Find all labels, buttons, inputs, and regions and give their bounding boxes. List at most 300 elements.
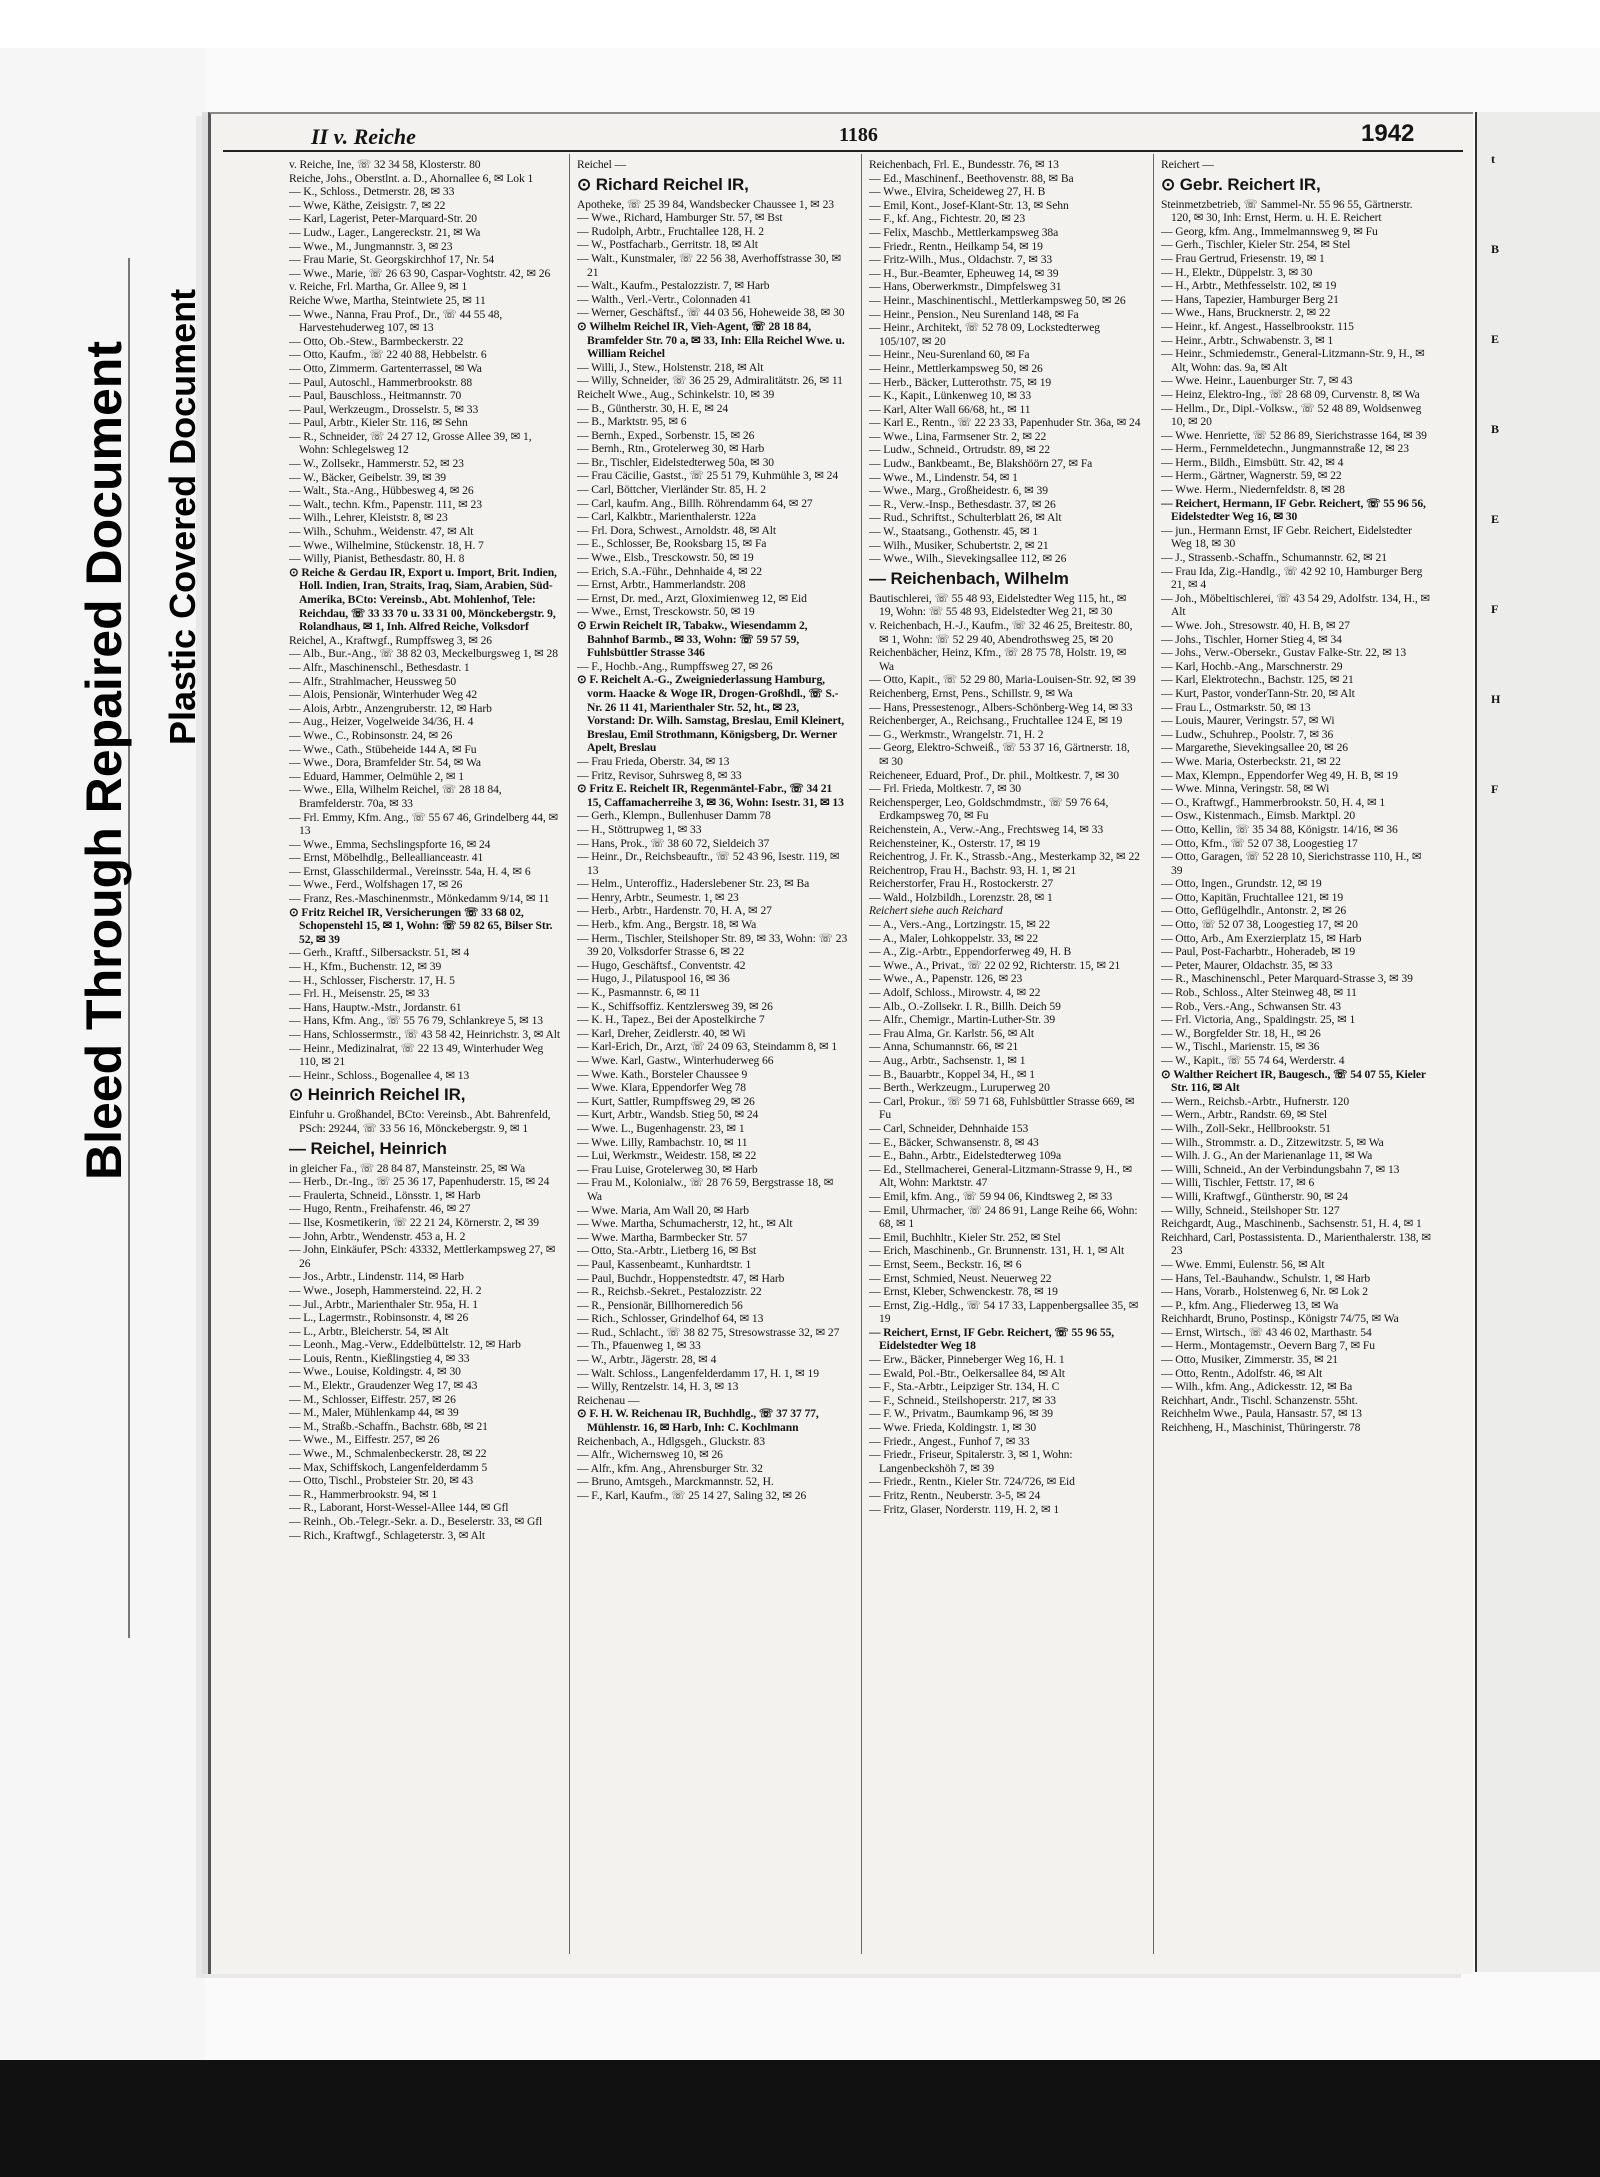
directory-entry: — Aug., Heizer, Vogelweide 34/36, H. 4 <box>289 715 474 729</box>
directory-entry: Reichert siehe auch Reichard <box>869 904 1003 918</box>
directory-entry: — E., Schlosser, Be, Rooksbarg 15, ✉ Fa <box>577 537 767 551</box>
directory-entry: — Paul, Post-Facharbtr., Hoheradeb, ✉ 19 <box>1161 945 1356 959</box>
directory-entry: — F. W., Privatm., Baumkamp 96, ✉ 39 <box>869 1407 1053 1421</box>
bleed-through-label: Bleed Through <box>76 827 132 1180</box>
page-header <box>211 120 1473 150</box>
directory-entry: — Otto, Zimmerm. Gartenterrassel, ✉ Wa <box>289 361 482 375</box>
directory-entry: — Wwe., A., Papenstr. 126, ✉ 23 <box>869 972 1023 986</box>
directory-entry: Reichhardt, Bruno, Postinsp., Königstr 74/75, ✉ Wa <box>1161 1312 1399 1326</box>
directory-entry: — M., Schlosser, Eiffestr. 257, ✉ 26 <box>289 1392 456 1406</box>
directory-entry: — Wwe. Henriette, ☏ 52 86 89, Sierichstrasse 164, ✉ 39 <box>1161 428 1427 442</box>
directory-entry: — H., Schlosser, Fischerstr. 17, H. 5 <box>289 973 455 987</box>
directory-entry: — Herm., Bildh., Eimsbütt. Str. 42, ✉ 4 <box>1161 455 1344 469</box>
directory-entry: — Wwe. Maria, Am Wall 20, ✉ Harb <box>577 1203 749 1217</box>
directory-entry: — Wwe. Martha, Schumacherstr, 12, ht., ✉ Alt <box>577 1217 793 1231</box>
directory-entry: — Wern., Arbtr., Randstr. 69, ✉ Stel <box>1161 1108 1327 1122</box>
directory-entry: — W., Arbtr., Jägerstr. 28, ✉ 4 <box>577 1353 717 1367</box>
directory-entry: — Wern., Reichsb.-Arbtr., Hufnerstr. 120 <box>1161 1094 1350 1108</box>
directory-entry: — R., Schneider, ☏ 24 27 12, Grosse Allee 39, ✉ 1, Wohn: Schlegelsweg 12 <box>289 429 532 457</box>
directory-entry: — Willi, Kraftwgf., Güntherstr. 90, ✉ 24 <box>1161 1189 1348 1203</box>
directory-entry: — W., Borgfelder Str. 18, H., ✉ 26 <box>1161 1026 1321 1040</box>
directory-entry: — Wwe., Nanna, Frau Prof., Dr., ☏ 44 55 48, Harvestehuderweg 107, ✉ 13 <box>289 307 503 335</box>
directory-entry: Reichenberger, A., Reichsang., Fruchtallee 124 E, ✉ 19 <box>869 714 1123 728</box>
directory-entry: — Wwe., Ernst, Tresckowstr. 50, ✉ 19 <box>577 605 755 619</box>
directory-entry: Reiche Wwe, Martha, Steintwiete 25, ✉ 11 <box>289 293 486 307</box>
directory-entry: — Hugo, Rentn., Freihafenstr. 46, ✉ 27 <box>289 1202 471 1216</box>
running-head: II v. Reiche <box>311 124 416 149</box>
directory-entry: — Frau M., Kolonialw., ☏ 28 76 59, Bergstrasse 18, ✉ Wa <box>577 1176 834 1203</box>
directory-entry: v. Reichenbach, H.-J., Kaufm., ☏ 32 46 25, Breitestr. 80, ✉ 1, Wohn: ☏ 52 29 40, Abendrothsweg 25, ✉ 20 <box>869 619 1133 646</box>
directory-entry: — Wald., Holzbildh., Lorenzstr. 28, ✉ 1 <box>869 890 1053 904</box>
directory-entry: Reichensteiner, K., Osterstr. 17, ✉ 19 <box>869 836 1040 850</box>
directory-entry: Reichgardt, Aug., Maschinenb., Sachsenstr. 51, H. 4, ✉ 1 <box>1161 1217 1422 1231</box>
directory-entry: — Otto, Ob.-Stew., Barmbeckerstr. 22 <box>289 334 464 348</box>
directory-entry: Reichenbach, A., Hdlgsgeh., Gluckstr. 83 <box>577 1434 765 1448</box>
directory-entry: — Ernst, Kleber, Schwenckestr. 78, ✉ 19 <box>869 1285 1058 1299</box>
directory-entry: — Walt., Kunstmaler, ☏ 22 56 38, Averhoffstrasse 30, ✉ 21 <box>577 251 842 279</box>
directory-entry: — Heinr., Medizinalrat, ☏ 22 13 49, Winterhuder Weg 110, ✉ 21 <box>289 1041 544 1069</box>
directory-entry: — Otto, Kapitän, Fruchtallee 121, ✉ 19 <box>1161 890 1344 904</box>
directory-entry: — Wwe., M., Jungmannstr. 3, ✉ 23 <box>289 239 453 253</box>
directory-entry: — Otto, Garagen, ☏ 52 28 10, Sierichstrasse 110, H., ✉ 39 <box>1161 850 1422 877</box>
directory-entry: — Georg, Elektro-Schweiß., ☏ 53 37 16, Gärtnerstr. 18, ✉ 30 <box>869 741 1130 768</box>
directory-entry: — H., Stöttrupweg 1, ✉ 33 <box>577 822 702 836</box>
directory-entry: — Wwe., Cath., Stübeheide 144 A, ✉ Fu <box>289 742 477 756</box>
directory-entry: — Willy, Schneid., Steilshoper Str. 127 <box>1161 1203 1340 1217</box>
directory-entry: Reichenbach, Frl. E., Bundesstr. 76, ✉ 13 <box>869 158 1059 171</box>
directory-entry: — Wwe., Hans, Brucknerstr. 2, ✉ 22 <box>1161 306 1331 320</box>
directory-entry: — Alb., O.-Zollsekr. I. R., Billh. Deich 59 <box>869 999 1061 1013</box>
directory-entry: — Heinr., Arbtr., Schwabenstr. 3, ✉ 1 <box>1161 333 1334 347</box>
entry-heading: — Reichel, Heinrich <box>289 1138 447 1158</box>
entry-heading: ⊙ Gebr. Reichert IR, <box>1161 174 1321 194</box>
directory-entry: — Kurt, Sattler, Rumpffsweg 29, ✉ 26 <box>577 1094 755 1108</box>
directory-entry: Reichenstein, A., Verw.-Ang., Frechtsweg 14, ✉ 33 <box>869 822 1104 836</box>
directory-entry: — E., Bahn., Arbtr., Eidelstedterweg 109a <box>869 1149 1061 1163</box>
directory-entry: — Wwe. Klara, Eppendorfer Weg 78 <box>577 1081 746 1095</box>
directory-entry: — Herm., Tischler, Steilshoper Str. 89, ✉ 33, Wohn: ☏ 23 39 20, Volksdorfer Strasse 6, ✉ 22 <box>577 931 848 959</box>
directory-entry: — Fritz-Wilh., Mus., Oldachstr. 7, ✉ 33 <box>869 253 1053 267</box>
entry-heading: — Reichenbach, Wilhelm <box>869 568 1069 588</box>
directory-entry: Bautischlerei, ☏ 55 48 93, Eidelstedter Weg 115, ht., ✉ 19, Wohn: ☏ 55 48 93, Eidelstedter Weg 21, ✉ 30 <box>869 591 1127 619</box>
directory-entry: ⊙ Walther Reichert IR, Baugesch., ☏ 54 07 55, Kieler Str. 116, ✉ Alt <box>1161 1067 1426 1095</box>
directory-entry: — A., Maler, Lohkoppelstr. 33, ✉ 22 <box>869 931 1039 945</box>
directory-entry: — Herm., Montagemstr., Oevern Barg 7, ✉ Fu <box>1161 1339 1375 1353</box>
directory-entry: — Paul, Buchdr., Hoppenstedtstr. 47, ✉ Harb <box>577 1271 785 1285</box>
edge-letter: t <box>1491 152 1495 166</box>
directory-entry: — Heinr., Maschinentischl., Mettlerkampsweg 50, ✉ 26 <box>869 293 1126 307</box>
directory-entry: Steinmetzbetrieb, ☏ Sammel-Nr. 55 96 55, Gärtnerstr. 120, ✉ 30, Inh: Ernst, Herm. u. H. E. Reichert <box>1161 197 1413 225</box>
directory-entry: — Ed., Stellmacherei, General-Litzmann-Strasse 9, H., ✉ Alt, Wohn: Marktstr. 47 <box>869 1162 1133 1190</box>
directory-entry: — Otto, Arb., Am Exerzierplatz 15, ✉ Harb <box>1161 931 1362 945</box>
directory-entry: — Karl, Lagerist, Peter-Marquard-Str. 20 <box>289 212 477 226</box>
edge-letter: E <box>1491 512 1500 526</box>
directory-entry: — Hans, Pressestenogr., Albers-Schönberg-Weg 14, ✉ 33 <box>869 700 1133 714</box>
directory-entry: — E., Bäcker, Schwansenstr. 8, ✉ 43 <box>869 1135 1039 1149</box>
directory-entry: — Carl, kaufm. Ang., Billh. Röhrendamm 64, ✉ 27 <box>577 496 813 510</box>
directory-entry: — Kurt, Pastor, vonderTann-Str. 20, ✉ Alt <box>1161 686 1355 700</box>
directory-entry: — Wilh. J. G., An der Marienanlage 11, ✉ Wa <box>1161 1149 1373 1163</box>
directory-entry: — Anna, Schumannstr. 66, ✉ 21 <box>869 1040 1019 1054</box>
directory-entry: — Ernst, Schmied, Neust. Neuerweg 22 <box>869 1271 1052 1285</box>
directory-entry: — A., Zig.-Arbtr., Eppendorferweg 49, H. B <box>869 945 1072 959</box>
edge-letter: B <box>1491 422 1500 436</box>
directory-entry: — Otto, Kellin, ☏ 35 34 88, Königstr. 14/16, ✉ 36 <box>1161 822 1398 836</box>
directory-entry: — Wilh., Lehrer, Kleiststr. 8, ✉ 23 <box>289 511 448 525</box>
edge-letter: F <box>1491 782 1499 796</box>
directory-entry: — Erich, Maschinenb., Gr. Brunnenstr. 131, H. 1, ✉ Alt <box>869 1244 1125 1258</box>
directory-entry: Reiche, Johs., Oberstlnt. a. D., Ahornallee 6, ✉ Lok 1 <box>289 171 534 185</box>
directory-entry: — Walt. Schloss., Langenfelderdamm 17, H. 1, ✉ 19 <box>577 1366 819 1380</box>
directory-entry: — Gerh., Kraftf., Silbersackstr. 51, ✉ 4 <box>289 946 470 960</box>
directory-entry: — F., Karl, Kaufm., ☏ 25 14 27, Saling 32, ✉ 26 <box>577 1489 807 1502</box>
directory-entry: — Wwe., Wilhelmine, Stückenstr. 18, H. 7 <box>289 538 484 552</box>
directory-entry: — O., Kraftwgf., Hammerbrookstr. 50, H. 4, ✉ 1 <box>1161 795 1386 809</box>
directory-entry: — Wwe., C., Robinsonstr. 24, ✉ 26 <box>289 728 453 742</box>
directory-entry: — Heinr., Schmiedemstr., General-Litzmann-Str. 9, H., ✉ Alt, Wohn: das. 9a, ✉ Alt <box>1161 347 1425 374</box>
directory-entry: — L., Arbtr., Bleicherstr. 54, ✉ Alt <box>289 1324 449 1338</box>
directory-page <box>208 112 1473 1974</box>
directory-entry: — Wilh., kfm. Ang., Adickesstr. 12, ✉ Ba <box>1161 1380 1353 1394</box>
directory-entry: — Frau Alma, Gr. Karlstr. 56, ✉ Alt <box>869 1026 1034 1040</box>
directory-entry: — Wwe. Minna, Veringstr. 58, ✉ Wi <box>1161 782 1330 796</box>
directory-entry: — Wwe. Lilly, Rambachstr. 10, ✉ 11 <box>577 1135 748 1149</box>
directory-entry: — W., Postfacharb., Gerritstr. 18, ✉ Alt <box>577 238 758 252</box>
directory-entry: — Bruno, Amtsgeh., Marckmannstr. 52, H. <box>577 1475 774 1489</box>
edge-letter: E <box>1491 332 1500 346</box>
entry-heading: ⊙ Richard Reichel IR, <box>577 174 749 194</box>
directory-entry: — Alfr., Strahlmacher, Heussweg 50 <box>289 674 457 688</box>
directory-entry: — Alfr., kfm. Ang., Ahrensburger Str. 32 <box>577 1461 763 1475</box>
directory-entry: — Wwe. Maria, Osterbeckstr. 21, ✉ 22 <box>1161 754 1341 768</box>
directory-entry: — F., Sta.-Arbtr., Leipziger Str. 134, H. C <box>869 1380 1060 1394</box>
directory-entry: — Willy, Rentzelstr. 14, H. 3, ✉ 13 <box>577 1380 739 1394</box>
directory-entry: — Paul, Werkzeugm., Drosselstr. 5, ✉ 33 <box>289 402 479 416</box>
directory-entry: — Eduard, Hammer, Oelmühle 2, ✉ 1 <box>289 769 464 783</box>
directory-entry: — Frau L., Ostmarkstr. 50, ✉ 13 <box>1161 700 1311 714</box>
directory-entry: — Hugo, J., Pilatuspool 16, ✉ 36 <box>577 972 730 986</box>
directory-entry: — Ernst, Glasschildermal., Vereinsstr. 54a, H. 4, ✉ 6 <box>289 864 531 878</box>
directory-entry: — Karl E., Rentn., ☏ 22 23 33, Papenhuder Str. 36a, ✉ 24 <box>869 416 1141 430</box>
directory-entry: — Kurt, Arbtr., Wandsb. Stieg 50, ✉ 24 <box>577 1108 759 1122</box>
directory-entry: — K. H., Tapez., Bei der Apostelkirche 7 <box>577 1013 765 1027</box>
directory-entry: — Fraulerta, Schneid., Lönsstr. 1, ✉ Harb <box>289 1188 481 1202</box>
scan-top-margin <box>0 0 1600 48</box>
directory-entry: — Jul., Arbtr., Marienthaler Str. 95a, H. 1 <box>289 1297 478 1311</box>
directory-entry: — Otto, Kfm., ☏ 52 07 38, Loogestieg 17 <box>1161 836 1358 850</box>
directory-entry: — W., Staatsang., Gothenstr. 45, ✉ 1 <box>869 525 1039 539</box>
directory-entry: — Wilh., Zoll-Sekr., Hellbrookstr. 51 <box>1161 1121 1331 1135</box>
directory-entry: — F., Schneid., Steilshoperstr. 217, ✉ 33 <box>869 1393 1056 1407</box>
directory-entry: — Wwe. Kath., Borsteler Chaussee 9 <box>577 1067 748 1081</box>
directory-entry: Reichert — <box>1161 158 1214 171</box>
directory-entry: Reicheneer, Eduard, Prof., Dr. phil., Moltkestr. 7, ✉ 30 <box>869 768 1119 782</box>
directory-entry: — Karl, Elektrotechn., Bachstr. 125, ✉ 21 <box>1161 673 1354 687</box>
directory-entry: — Heinr., Pension., Neu Surenland 148, ✉ Fa <box>869 307 1079 321</box>
directory-entry: Reichensperger, Leo, Goldschmdmstr., ☏ 59 76 64, Erdkampsweg 70, ✉ Fu <box>869 795 1109 823</box>
directory-entry: — Heinz, Elektro-Ing., ☏ 28 68 09, Curvenstr. 8, ✉ Wa <box>1161 387 1420 401</box>
directory-entry: — H., Kfm., Buchenstr. 12, ✉ 39 <box>289 960 442 974</box>
directory-entry: — Reichert, Ernst, IF Gebr. Reichert, ☏ 55 96 55, Eidelstedter Weg 18 <box>869 1325 1115 1353</box>
directory-entry: — Ernst, Dr. med., Arzt, Gloximienweg 12, ✉ Eid <box>577 591 807 605</box>
directory-entry: — Wwe., M., Schmalenbeckerstr. 28, ✉ 22 <box>289 1447 487 1461</box>
directory-entry: — Wwe., M., Eiffestr. 257, ✉ 26 <box>289 1433 440 1447</box>
directory-entry: — Karl, Dreher, Zeidlerstr. 40, ✉ Wi <box>577 1026 746 1040</box>
directory-entry: — Frl. Dora, Schwest., Arnoldstr. 48, ✉ Alt <box>577 523 776 537</box>
directory-entry: — Hans, Prok., ☏ 38 60 72, Sieldeich 37 <box>577 836 770 850</box>
directory-entry: Reichhelm Wwe., Paula, Hansastr. 57, ✉ 13 <box>1161 1407 1362 1421</box>
directory-entry: — Fritz, Glaser, Norderstr. 119, H. 2, ✉ 1 <box>869 1502 1060 1516</box>
column-4 <box>1161 158 1433 1958</box>
directory-entry: — Wwe., Marg., Großheidestr. 6, ✉ 39 <box>869 484 1048 498</box>
directory-entry: — Walt., Kaufm., Pestalozzistr. 7, ✉ Harb <box>577 279 770 293</box>
directory-entry: Einfuhr u. Großhandel, BCto: Vereinsb., Abt. Bahrenfeld, PSch: 29244, ☏ 33 56 16, Mönckebergstr. 9, ✉ 1 <box>289 1108 551 1135</box>
directory-entry: Reichentrop, Frau H., Bachstr. 93, H. 1, ✉ 21 <box>869 863 1077 877</box>
column-divider <box>1153 154 1154 1954</box>
directory-entry: — Wwe, Käthe, Zeisigstr. 7, ✉ 22 <box>289 198 446 212</box>
directory-entry: — Wwe., Elvira, Scheideweg 27, H. B <box>869 185 1046 199</box>
directory-entry: — Hans, Vorarb., Holstenweg 6, Nr. ✉ Lok 2 <box>1161 1285 1368 1299</box>
bleed-through-repaired-stamp <box>75 341 133 1180</box>
column-divider <box>569 154 570 1954</box>
directory-entry: ⊙ Erwin Reichelt IR, Tabakw., Wiesendamm 2, Bahnhof Barmb., ✉ 33, Wohn: ☏ 59 57 59, Fuhlsbüttler Strasse 346 <box>577 619 808 660</box>
directory-entry: — Frau Frieda, Oberstr. 34, ✉ 13 <box>577 754 730 768</box>
directory-entry: — M., Straßb.-Schaffn., Bachstr. 68b, ✉ 21 <box>289 1419 488 1433</box>
directory-entry: — Otto, ☏ 52 07 38, Loogestieg 17, ✉ 20 <box>1161 918 1358 932</box>
directory-entry: — Carl, Böttcher, Vierländer Str. 85, H. 2 <box>577 483 766 497</box>
directory-entry: — Otto, Sta.-Arbtr., Lietberg 16, ✉ Bst <box>577 1244 757 1258</box>
year-label: 1942 <box>1361 120 1415 147</box>
directory-entry: — Helm., Unteroffiz., Haderslebener Str. 23, ✉ Ba <box>577 877 810 891</box>
directory-entry: Reichelt Wwe., Aug., Schinkelstr. 10, ✉ 39 <box>577 387 775 401</box>
directory-entry: ⊙ F. H. W. Reichenau IR, Buchhdlg., ☏ 37 37 77, Mühlenstr. 16, ✉ Harb, Inh: C. Kochlmann <box>577 1407 819 1435</box>
directory-entry: — Rudolph, Arbtr., Fruchtallee 128, H. 2 <box>577 224 764 238</box>
directory-entry: — Walth., Verl.-Vertr., Colonnaden 41 <box>577 292 752 306</box>
directory-entry: — Frau Luise, Grotelerweg 30, ✉ Harb <box>577 1162 758 1176</box>
directory-entry: — Wwe., Richard, Hamburger Str. 57, ✉ Bst <box>577 211 783 225</box>
header-rule <box>223 150 1463 152</box>
directory-entry: — W., Bäcker, Geibelstr. 39, ✉ 39 <box>289 470 446 484</box>
directory-entry: — Alois, Pensionär, Winterhuder Weg 42 <box>289 688 478 702</box>
directory-entry: — Wwe., Marie, ☏ 26 63 90, Caspar-Voghtstr. 42, ✉ 26 <box>289 266 551 280</box>
directory-entry: — Herm., Fernmeldetechn., Jungmannstraße 12, ✉ 23 <box>1161 442 1409 456</box>
directory-entry: — Ernst, Wirtsch., ☏ 43 46 02, Marthastr. 54 <box>1161 1325 1372 1339</box>
directory-entry: — G., Werkmstr., Wrangelstr. 71, H. 2 <box>869 727 1044 741</box>
directory-entry: Reichenberg, Ernst, Pens., Schillstr. 9, ✉ Wa <box>869 686 1073 700</box>
directory-entry: — Ludw., Schneid., Ortrudstr. 89, ✉ 22 <box>869 443 1050 457</box>
directory-entry: — Rob., Vers.-Ang., Schwansen Str. 43 <box>1161 999 1341 1013</box>
directory-entry: — Wwe. Martha, Barmbecker Str. 57 <box>577 1230 748 1244</box>
directory-entry: — L., Lagermstr., Robinsonstr. 4, ✉ 26 <box>289 1311 469 1325</box>
directory-entry: — Wwe. Karl, Gastw., Winterhuderweg 66 <box>577 1054 774 1067</box>
directory-entry: — Heinr., Mettlerkampsweg 50, ✉ 26 <box>869 361 1043 375</box>
directory-entry: — Wwe. Frieda, Koldingstr. 1, ✉ 30 <box>869 1421 1037 1435</box>
directory-entry: — Alois, Arbtr., Anzengruberstr. 12, ✉ Harb <box>289 701 492 715</box>
directory-entry: — Herb., kfm. Ang., Bergstr. 18, ✉ Wa <box>577 918 757 932</box>
directory-entry: — Fritz, Rentn., Neuberstr. 3-5, ✉ 24 <box>869 1489 1041 1502</box>
directory-entry: — Lui, Werkmstr., Weidestr. 158, ✉ 22 <box>577 1149 757 1163</box>
repaired-document-label: Repaired Document <box>76 341 132 814</box>
directory-entry: — Berth., Werkzeugm., Luruperweg 20 <box>869 1081 1050 1095</box>
directory-entry: ⊙ Reiche & Gerdau IR, Export u. Import, Brit. Indien, Holl. Indien, Iran, Straits, Iraq, Siam, Arabien, Süd-Amerika, BCto: Vereinsb., Abt. Mohlenhof, Tele: Reichdau, ☏ 33 33 70 u. 33 31 00, Mönckebergstr. 9, Rolandhaus, ✉ 1, Inh. Alfred Reiche, Volksdorf <box>289 565 557 634</box>
directory-entry: — Max, Schiffskoch, Langenfelderdamm 5 <box>289 1460 488 1474</box>
directory-entry: — Alfr., Wichernsweg 10, ✉ 26 <box>577 1448 723 1462</box>
directory-entry: — Wwe. Emmi, Eulenstr. 56, ✉ Alt <box>1161 1257 1325 1271</box>
directory-entry: — Frl. Emmy, Kfm. Ang., ☏ 55 67 46, Grindelberg 44, ✉ 13 <box>289 810 559 838</box>
directory-entry: Reichenau — <box>577 1393 640 1407</box>
column-divider <box>861 154 862 1954</box>
directory-entry: — Wilh., Strommstr. a. D., Zitzewitzstr. 5, ✉ Wa <box>1161 1135 1384 1149</box>
directory-entry: — Aug., Arbtr., Sachsenstr. 1, ✉ 1 <box>869 1054 1026 1067</box>
directory-entry: — R., Reichsb.-Sekret., Pestalozzistr. 22 <box>577 1285 762 1299</box>
directory-entry: — Emil, Buchhltr., Kieler Str. 252, ✉ Stel <box>869 1230 1061 1244</box>
directory-entry: — R., Pensionär, Billhorneredich 56 <box>577 1298 743 1312</box>
directory-entry: — Alfr., Chemigr., Martin-Luther-Str. 39 <box>869 1013 1056 1027</box>
directory-entry: — M., Maler, Mühlenkamp 44, ✉ 39 <box>289 1406 459 1420</box>
directory-entry: — Otto, Tischl., Probsteier Str. 20, ✉ 43 <box>289 1474 474 1488</box>
directory-entry: — Fritz, Revisor, Suhrsweg 8, ✉ 33 <box>577 768 742 782</box>
directory-entry: — H., Arbtr., Methfesselstr. 102, ✉ 19 <box>1161 279 1337 293</box>
directory-entry: — Paul, Kassenbeamt., Kunhardtstr. 1 <box>577 1257 752 1271</box>
directory-entry: — Hans, Kfm. Ang., ☏ 55 76 79, Schlankreye 5, ✉ 13 <box>289 1014 543 1028</box>
directory-entry: Reichel, A., Kraftwgf., Rumpffsweg 3, ✉ 26 <box>289 633 493 647</box>
directory-entry: — Willi, Tischler, Fettstr. 17, ✉ 6 <box>1161 1176 1315 1190</box>
directory-entry: — Frau Gertrud, Friesenstr. 19, ✉ 1 <box>1161 251 1325 265</box>
directory-entry: — Herb., Arbtr., Hardenstr. 70, H. A, ✉ 27 <box>577 904 772 918</box>
directory-entry: — J., Strassenb.-Schaffn., Schumannstr. 62, ✉ 21 <box>1161 551 1387 565</box>
page-number: 1186 <box>839 124 878 146</box>
directory-entry: — A., Vers.-Ang., Lortzingstr. 15, ✉ 22 <box>869 918 1051 932</box>
directory-entry: — Otto, Ingen., Grundstr. 12, ✉ 19 <box>1161 877 1322 891</box>
directory-entry: Reichhard, Carl, Postassistenta. D., Marienthalerstr. 138, ✉ 23 <box>1161 1230 1431 1258</box>
directory-entry: — Karl, Alter Wall 66/68, ht., ✉ 11 <box>869 402 1031 416</box>
directory-entry: — Wwe., Dora, Bramfelder Str. 54, ✉ Wa <box>289 756 481 770</box>
directory-entry: — Wwe., Ella, Wilhelm Reichel, ☏ 28 18 84, Bramfelderstr. 70a, ✉ 33 <box>289 783 502 810</box>
directory-entry: — W., Kapit., ☏ 55 74 64, Werderstr. 4 <box>1161 1054 1345 1067</box>
directory-entry: — Karl-Erich, Dr., Arzt, ☏ 24 09 63, Steindamm 8, ✉ 1 <box>577 1040 838 1054</box>
directory-entry: — Rich., Kraftwgf., Schlageterstr. 3, ✉ Alt <box>289 1528 486 1542</box>
directory-entry: — Karl, Hochb.-Ang., Marschnerstr. 29 <box>1161 659 1343 673</box>
directory-entry: — Willi, Schneid., An der Verbindungsbahn 7, ✉ 13 <box>1161 1162 1400 1176</box>
directory-entry: — Frau Marie, St. Georgskirchhof 17, Nr. 54 <box>289 253 495 267</box>
directory-entry: — Erw., Bäcker, Pinneberger Weg 16, H. 1 <box>869 1353 1065 1367</box>
directory-entry: — Friedr., Rentn., Kieler Str. 724/726, ✉ Eid <box>869 1475 1075 1489</box>
directory-entry: — Heinr., Dr., Reichsbeauftr., ☏ 52 43 96, Isestr. 119, ✉ 13 <box>577 850 840 877</box>
directory-entry: — B., Marktstr. 95, ✉ 6 <box>577 415 687 429</box>
directory-entry: — Max, Klempn., Eppendorfer Weg 49, H. B, ✉ 19 <box>1161 768 1398 782</box>
directory-entry: — Walt., Sta.-Ang., Hübbesweg 4, ✉ 26 <box>289 484 474 498</box>
directory-entry: — Hellm., Dr., Dipl.-Volksw., ☏ 52 48 89, Woldsenweg 10, ✉ 20 <box>1161 401 1422 429</box>
directory-entry: — Friedr., Friseur, Spitalerstr. 3, ✉ 1, Wohn: Langenbeckshöh 7, ✉ 39 <box>869 1448 1073 1475</box>
directory-entry: — Leonh., Mag.-Verw., Eddelbüttelstr. 12, ✉ Harb <box>289 1338 521 1352</box>
directory-entry: — F., Hochb.-Ang., Rumpffsweg 27, ✉ 26 <box>577 659 773 673</box>
directory-entry: — Alb., Bur.-Ang., ☏ 38 82 03, Meckelburgsweg 1, ✉ 28 <box>289 647 558 661</box>
directory-entry: — Georg, kfm. Ang., Immelmannsweg 9, ✉ Fu <box>1161 224 1378 238</box>
directory-entry: — Heinr., Architekt, ☏ 52 78 09, Lockstedterweg 105/107, ✉ 20 <box>869 321 1100 348</box>
directory-entry: — Hans, Tel.-Bauhandw., Schulstr. 1, ✉ Harb <box>1161 1271 1371 1285</box>
directory-entry: — Ewald, Pol.-Btr., Oelkersallee 84, ✉ Alt <box>869 1366 1065 1380</box>
directory-entry: — Frl. H., Meisenstr. 25, ✉ 33 <box>289 987 430 1001</box>
directory-entry: — Johs., Verw.-Obersekr., Gustav Falke-Str. 22, ✉ 13 <box>1161 646 1407 660</box>
directory-entry: — Paul, Arbtr., Kieler Str. 116, ✉ Sehn <box>289 416 468 430</box>
directory-entry: — Wwe., Lina, Farmsener Str. 2, ✉ 22 <box>869 429 1047 443</box>
directory-entry: — Ernst, Arbtr., Hammerlandstr. 208 <box>577 578 746 592</box>
directory-entry: — H., Elektr., Düppelstr. 3, ✉ 30 <box>1161 265 1313 279</box>
directory-entry: — K., Pasmannstr. 6, ✉ 11 <box>577 986 701 1000</box>
directory-entry: — Herm., Gärtner, Wagnerstr. 59, ✉ 22 <box>1161 469 1342 483</box>
directory-entry: ⊙ Fritz Reichel IR, Versicherungen ☏ 33 68 02, Schopenstehl 15, ✉ 1, Wohn: ☏ 59 82 65, Bilser Str. 52, ✉ 39 <box>289 905 553 946</box>
directory-entry: — Emil, Uhrmacher, ☏ 24 86 91, Lange Reihe 66, Wohn: 68, ✉ 1 <box>869 1203 1138 1231</box>
directory-entry: Apotheke, ☏ 25 39 84, Wandsbecker Chaussee 1, ✉ 23 <box>577 197 834 211</box>
directory-entry: — Wwe. Joh., Stresowstr. 40, H. B, ✉ 27 <box>1161 619 1350 632</box>
directory-entry: — Adolf, Schloss., Mirowstr. 4, ✉ 22 <box>869 986 1041 1000</box>
directory-entry: — Wilh., Musiker, Schubertstr. 2, ✉ 21 <box>869 538 1049 552</box>
directory-entry: — Frau Cäcilie, Gastst., ☏ 25 51 79, Kuhmühle 3, ✉ 24 <box>577 469 839 483</box>
directory-entry: — K., Schiffsoffiz. Kentzlersweg 39, ✉ 26 <box>577 999 773 1013</box>
directory-entry: — jun., Hermann Ernst, IF Gebr. Reichert, Eidelstedter Weg 18, ✉ 30 <box>1161 523 1412 551</box>
directory-entry: Reichentrog, J. Fr. K., Strassb.-Ang., Mesterkamp 32, ✉ 22 <box>869 850 1140 864</box>
directory-entry: — Carl, Schneider, Dehnhaide 153 <box>869 1121 1029 1135</box>
directory-entry: Reicherstorfer, Frau H., Rostockerstr. 27 <box>869 877 1054 891</box>
directory-entry: — P., kfm. Ang., Fliederweg 13, ✉ Wa <box>1161 1298 1339 1312</box>
directory-entry: — Rud., Schlacht., ☏ 38 82 75, Stresowstrasse 32, ✉ 27 <box>577 1325 840 1339</box>
directory-entry: — K., Kapit., Lünkenweg 10, ✉ 33 <box>869 389 1032 403</box>
directory-entry: — Emil, Kont., Josef-Klant-Str. 13, ✉ Sehn <box>869 198 1069 212</box>
directory-entry: — Erich, S.A.-Führ., Dehnhaide 4, ✉ 22 <box>577 564 762 578</box>
directory-entry: — Th., Pfauenweg 1, ✉ 33 <box>577 1339 701 1353</box>
directory-entry: — R., Verw.-Insp., Bethesdastr. 37, ✉ 26 <box>869 497 1056 511</box>
directory-entry: — Osw., Kistenmach., Eimsb. Marktpl. 20 <box>1161 809 1356 823</box>
directory-entry: — Frau Ida, Zig.-Handlg., ☏ 42 92 10, Hamburger Berg 21, ✉ 4 <box>1161 564 1423 592</box>
directory-entry: — Hugo, Geschäftsf., Conventstr. 42 <box>577 958 746 972</box>
directory-entry: — Werner, Geschäftsf., ☏ 44 03 56, Hoheweide 38, ✉ 30 <box>577 306 845 320</box>
directory-entry: — Friedr., Angest., Funhof 7, ✉ 33 <box>869 1434 1030 1448</box>
directory-entry: — Wwe., Ferd., Wolfshagen 17, ✉ 26 <box>289 878 463 892</box>
directory-entry: — Louis, Rentn., Kießlingstieg 4, ✉ 33 <box>289 1351 470 1365</box>
directory-entry: — Paul, Autoschl., Hammerbrookstr. 88 <box>289 375 473 389</box>
directory-entry: — Ludw., Lager., Langereckstr. 21, ✉ Wa <box>289 225 481 239</box>
directory-entry: — H., Bur.-Beamter, Epheuweg 14, ✉ 39 <box>869 266 1059 280</box>
directory-entry: Reichhart, Andr., Tischl. Schanzenstr. 55ht. <box>1161 1393 1358 1407</box>
directory-entry: — Hans, Oberwerkmstr., Dimpfelsweg 31 <box>869 280 1062 294</box>
directory-entry: — Heinr., kf. Angest., Hasselbrookstr. 115 <box>1161 319 1354 333</box>
directory-entry: — Hans, Hauptw.-Mstr., Jordanstr. 61 <box>289 1000 462 1014</box>
column-1 <box>289 158 561 1958</box>
directory-entry: — B., Güntherstr. 30, H. E, ✉ 24 <box>577 401 729 415</box>
directory-entry: — Wwe., M., Lindenstr. 54, ✉ 1 <box>869 470 1018 484</box>
directory-entry: — K., Schloss., Detmerstr. 28, ✉ 33 <box>289 185 455 199</box>
directory-entry: — Wwe., Joseph, Hammersteind. 22, H. 2 <box>289 1283 482 1297</box>
directory-entry: — Wwe. Heinr., Lauenburger Str. 7, ✉ 43 <box>1161 374 1353 388</box>
directory-entry: — Willi, J., Stew., Holstenstr. 218, ✉ Alt <box>577 360 764 374</box>
directory-entry: — Wwe. L., Bugenhagenstr. 23, ✉ 1 <box>577 1121 745 1135</box>
edge-letter: F <box>1491 602 1499 616</box>
directory-entry: — Reichert, Hermann, IF Gebr. Reichert, ☏ 55 96 56, Eidelstedter Weg 16, ✉ 30 <box>1161 496 1426 524</box>
scan-bottom-band <box>0 2060 1600 2177</box>
directory-entry: — Wwe., Emma, Sechslingspforte 16, ✉ 24 <box>289 837 491 851</box>
edge-letter: B <box>1491 242 1500 256</box>
edge-letter: H <box>1491 692 1501 706</box>
directory-entry: — Bernh., Rtn., Grotelerweg 30, ✉ Harb <box>577 442 765 456</box>
directory-entry: — Ludw., Schuhrep., Poolstr. 7, ✉ 36 <box>1161 727 1334 741</box>
directory-entry: — Heinr., Schloss., Bogenallee 4, ✉ 13 <box>289 1068 470 1082</box>
directory-entry: — R., Hammerbrookstr. 94, ✉ 1 <box>289 1487 438 1501</box>
directory-entry: — Ludw., Bankbeamt., Be, Blakshöörn 27, ✉ Fa <box>869 457 1093 471</box>
directory-entry: — Emil, kfm. Ang., ☏ 59 94 06, Kindtsweg 2, ✉ 33 <box>869 1189 1113 1203</box>
directory-entry: — W., Tischl., Marienstr. 15, ✉ 36 <box>1161 1040 1320 1054</box>
directory-entry: — Wwe., Elsb., Tresckowstr. 50, ✉ 19 <box>577 551 754 565</box>
directory-entry: — Paul, Bauschloss., Heitmannstr. 70 <box>289 389 462 403</box>
